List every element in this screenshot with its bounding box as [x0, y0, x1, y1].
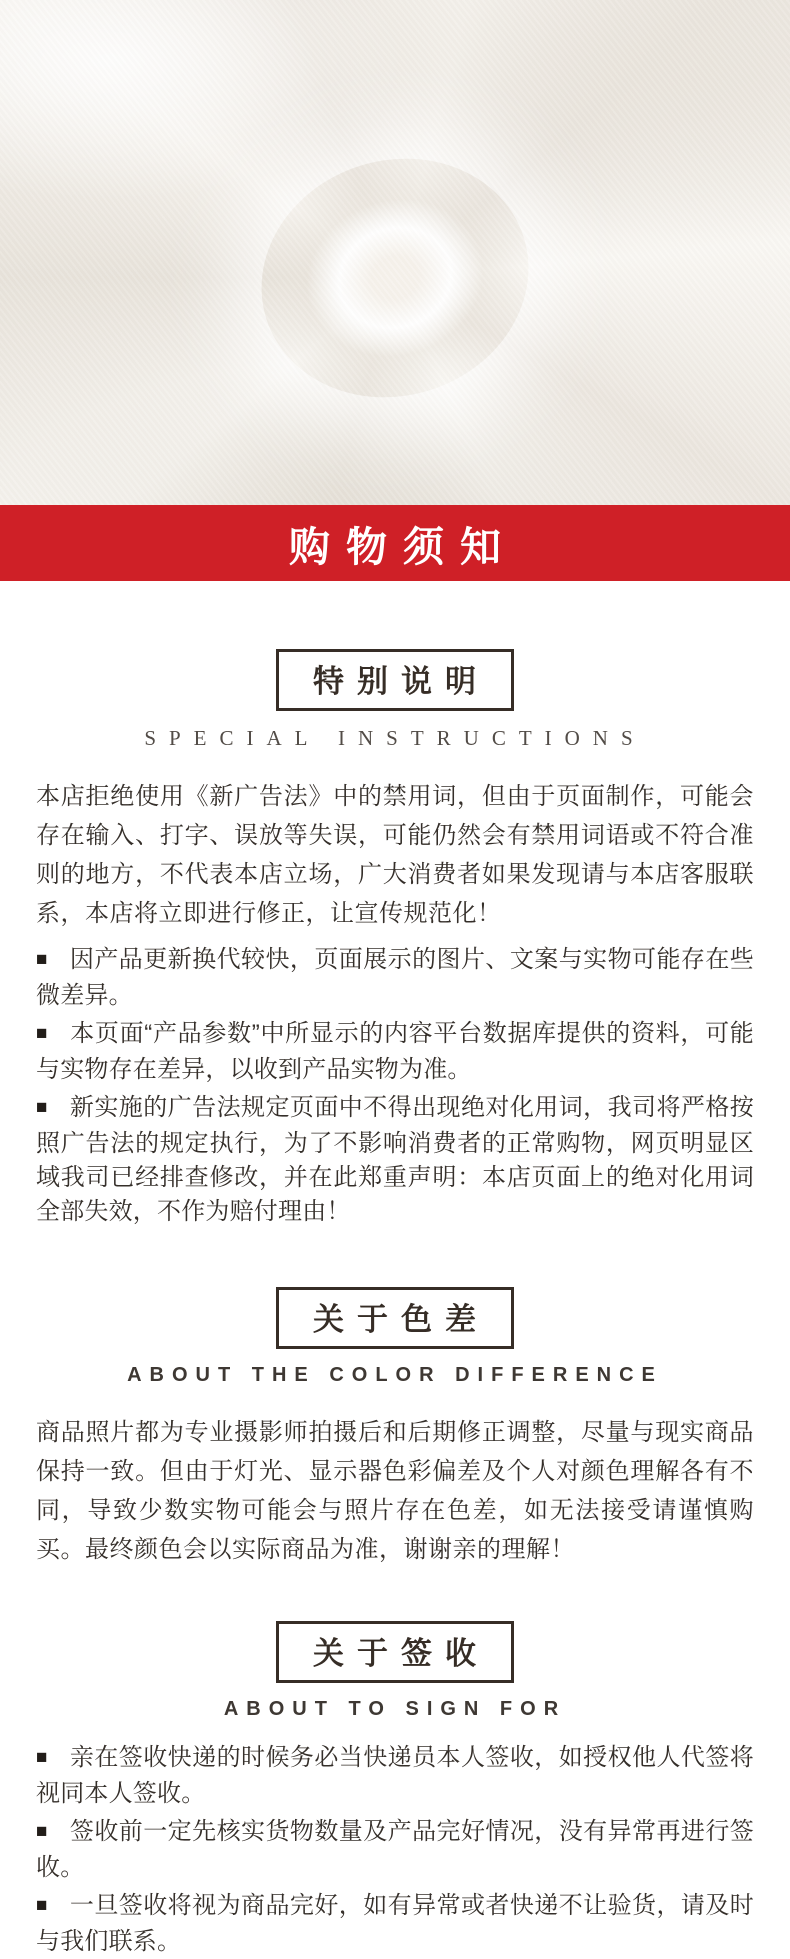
bullet-square-icon: ■	[36, 1023, 48, 1044]
special-instructions-bullets	[36, 943, 754, 1229]
bullet-item	[36, 1741, 754, 1811]
bullet-item	[36, 1017, 754, 1087]
notice-content	[0, 649, 790, 1959]
bullet-text: 本页面“产品参数”中所显示的内容平台数据库提供的资料，可能与实物存在差异，以收到产品实物为准。	[36, 1020, 754, 1083]
bullet-item	[36, 1815, 754, 1885]
color-difference-title: 关于色差	[276, 1287, 514, 1349]
bullet-text: 签收前一定先核实货物数量及产品完好情况，没有异常再进行签收。	[36, 1818, 754, 1881]
bullet-item	[36, 943, 754, 1013]
section-sign-for	[36, 1621, 754, 1959]
bullet-square-icon: ■	[36, 1097, 48, 1118]
bullet-square-icon: ■	[36, 1821, 48, 1842]
bullet-square-icon: ■	[36, 949, 48, 970]
sign-for-bullets	[36, 1741, 754, 1959]
color-difference-paragraph: 商品照片都为专业摄影师拍摄后和后期修正调整，尽量与现实商品保持一致。但由于灯光、显示器色彩偏差及个人对颜色理解各有不同，导致少数实物可能会与照片存在色差，如无法接受请谨慎购买。最终颜色会以实际商品为准，谢谢亲的理解！	[36, 1419, 754, 1563]
bullet-text: 新实施的广告法规定页面中不得出现绝对化用词，我司将严格按照广告法的规定执行，为了不影响消费者的正常购物，网页明显区域我司已经排查修改，并在此郑重声明：本店页面上的绝对化用词全部失效，不作为赔付理由！	[36, 1094, 754, 1225]
special-instructions-intro: 本店拒绝使用《新广告法》中的禁用词，但由于页面制作，可能会存在输入、打字、误放等失误，可能仍然会有禁用词语或不符合准则的地方，不代表本店立场，广大消费者如果发现请与本店客服联系，本店将立即进行修正，让宣传规范化！	[36, 783, 754, 927]
bullet-text: 亲在签收快递的时候务必当快递员本人签收，如授权他人代签将视同本人签收。	[36, 1744, 754, 1807]
special-instructions-subtitle-en: SPECIAL INSTRUCTIONS	[144, 726, 646, 750]
bullet-square-icon: ■	[36, 1895, 48, 1916]
section-special-instructions	[36, 649, 754, 1229]
fabric-weave-texture	[0, 0, 790, 505]
bullet-text: 因产品更新换代较快，页面展示的图片、文案与实物可能存在些微差异。	[36, 946, 754, 1009]
special-instructions-title: 特别说明	[276, 649, 514, 711]
shopping-notice-banner	[0, 505, 790, 581]
bullet-item	[36, 1091, 754, 1229]
sign-for-title: 关于签收	[276, 1621, 514, 1683]
banner-title: 购物须知	[289, 523, 517, 570]
section-color-difference	[36, 1287, 754, 1569]
bullet-item	[36, 1889, 754, 1959]
bullet-square-icon: ■	[36, 1747, 48, 1768]
sign-for-subtitle-en: ABOUT TO SIGN FOR	[223, 1698, 567, 1720]
product-fabric-photo	[0, 0, 790, 505]
bullet-text: 一旦签收将视为商品完好，如有异常或者快递不让验货，请及时与我们联系。	[36, 1892, 754, 1955]
color-difference-subtitle-en: ABOUT THE COLOR DIFFERENCE	[127, 1364, 663, 1386]
